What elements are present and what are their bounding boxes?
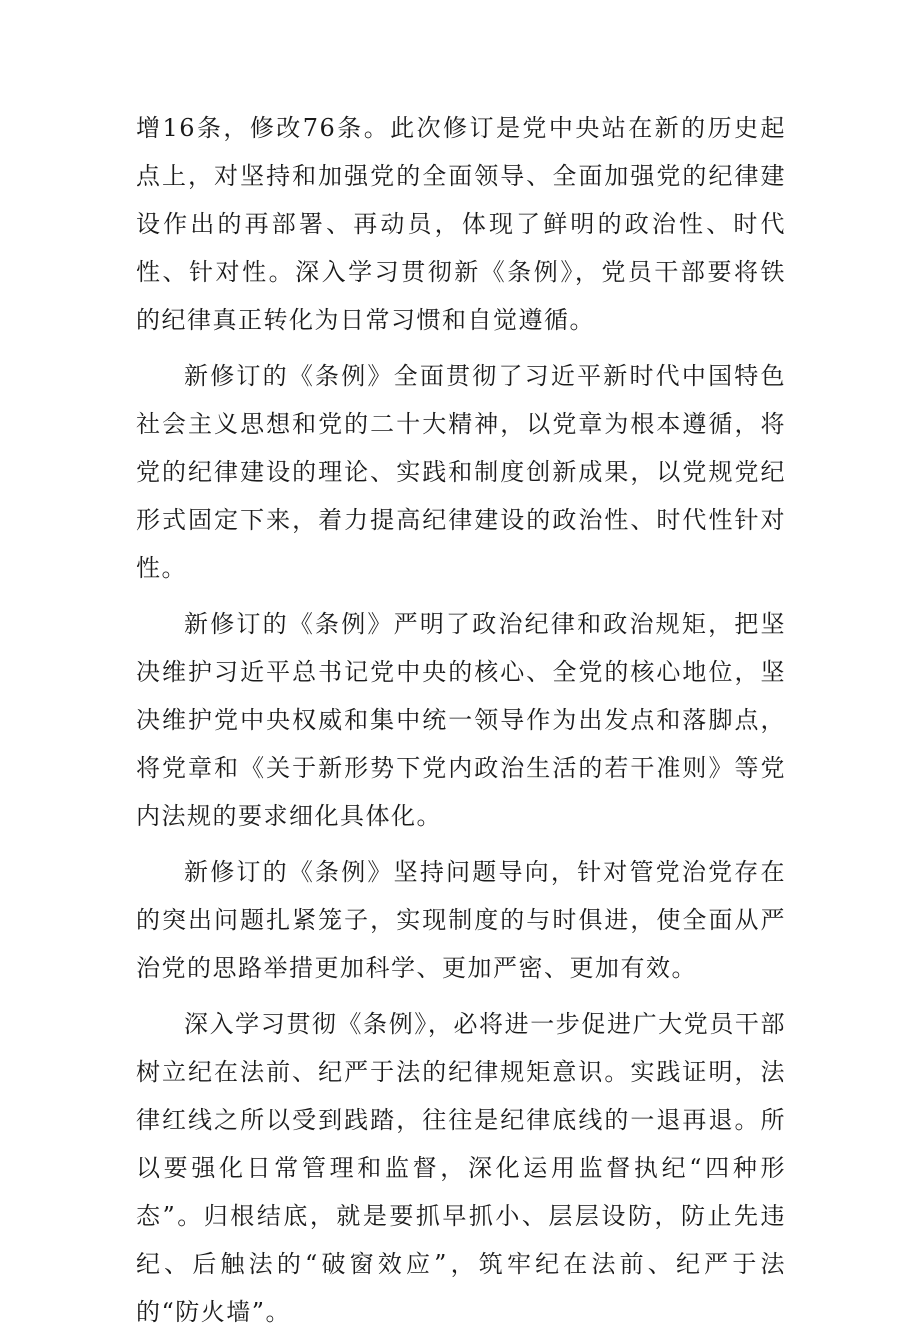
paragraph-political-discipline: 新修订的《条例》严明了政治纪律和政治规矩，把坚决维护习近平总书记党中央的核心、全党的核心地位，坚决维护党中央权威和集中统一领导作为出发点和落脚点，将党章和《关于新形势下党内政治生活的若干准则》等党内法规的要求细化具体化。: [136, 610, 786, 830]
paragraph-discipline-awareness: 深入学习贯彻《条例》，必将进一步促进广大党员干部树立纪在法前、纪严于法的纪律规矩意识。实践证明，法律红线之所以受到践踏，往往是纪律底线的一退再退。所以要强化日常管理和监督，深化运用监督执纪“四种形态”。归根结底，就是要抓早抓小、层层设防，防止先违纪、后触法的“破窗效应”，筑牢纪在法前、纪严于法的“防火墙”。: [136, 1010, 786, 1326]
paragraph-content-overview: 新修订的《条例》全面贯彻了习近平新时代中国特色社会主义思想和党的二十大精神，以党章为根本遵循，将党的纪律建设的理论、实践和制度创新成果，以党规党纪形式固定下来，着力提高纪律建设的政治性、时代性针对性。: [136, 362, 786, 582]
document-body: [136, 104, 786, 1336]
paragraph-problem-oriented: 新修订的《条例》坚持问题导向，针对管党治党存在的突出问题扎紧笼子，实现制度的与时俱进，使全面从严治党的思路举措更加科学、更加严密、更加有效。: [136, 858, 786, 982]
paragraph-continuation: 增16条，修改76条。此次修订是党中央站在新的历史起点上，对坚持和加强党的全面领导、全面加强党的纪律建设作出的再部署、再动员，体现了鲜明的政治性、时代性、针对性。深入学习贯彻新《条例》，党员干部要将铁的纪律真正转化为日常习惯和自觉遵循。: [136, 114, 786, 334]
